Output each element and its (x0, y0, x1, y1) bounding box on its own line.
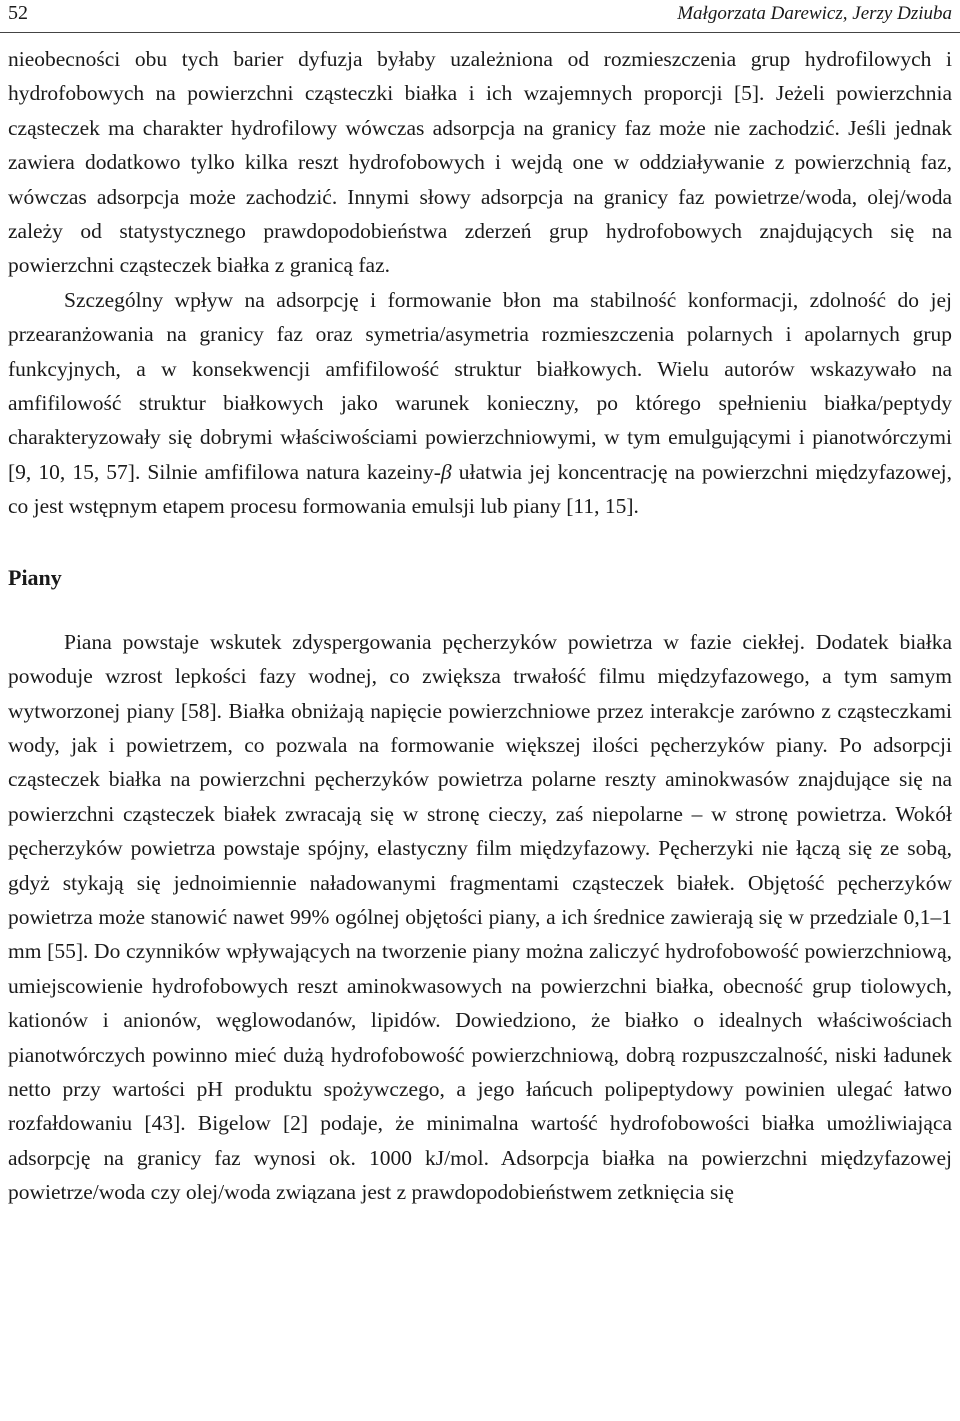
paragraph-amphiphilicity (8, 283, 952, 524)
header-rule (0, 32, 960, 33)
running-head-authors: Małgorzata Darewicz, Jerzy Dziuba (677, 3, 952, 24)
paragraph-continued: nieobecności obu tych barier dyfuzja byłaby uzależniona od rozmieszczenia grup hydrofilowych i hydrofobowych na powierzchni cząsteczki białka i ich wzajemnych proporcji [5]. Jeżeli powierzchnia cząsteczek ma charakter hydrofilowy wówczas adsorpcja na granicy faz może nie zachodzić. Jeśli jednak zawiera dodatkowo tylko kilka reszt hydrofobowych i wejdą one w oddziaływanie z powierzchnią faz, wówczas adsorpcja może zachodzić. Innymi słowy adsorpcja na granicy faz powietrze/woda, olej/woda zależy od statystycznego prawdopodobieństwa zderzeń grup hydrofobowych znajdujących się na powierzchni cząsteczek białka z granicą faz. (8, 47, 952, 278)
page-header (0, 0, 960, 32)
paragraph-foams: Piana powstaje wskutek zdyspergowania pęcherzyków powietrza w fazie ciekłej. Dodatek białka powoduje wzrost lepkości fazy wodnej, co zwiększa trwałość filmu międzyfazowego, a tym samym wytworzonej piany [58]. Białka obniżają napięcie powierzchniowe przez interakcje zarówno z cząsteczkami wody, jak i powietrzem, co pozwala na formowanie większej ilości pęcherzyków piany. Po adsorpcji cząsteczek białka na powierzchni pęcherzyków powietrza polarne reszty aminokwasów znajdujące się na powierzchni cząsteczek białek zwracają się w stronę cieczy, zaś niepolarne – w stronę powietrza. Wokół pęcherzyków powietrza powstaje spójny, elastyczny film międzyfazowy. Pęcherzyki nie łączą się ze sobą, gdyż stykają się jednoimiennie naładowanymi fragmentami cząsteczek białek. Objętość pęcherzyków powietrza może stanowić nawet 99% ogólnej objętości piany, a ich średnice zawierają się w przedziale 0,1–1 mm [55]. Do czynników wpływających na tworzenie piany można zaliczyć hydrofobowość powierzchniową, umiejscowienie hydrofobowych reszt aminokwasowych na powierzchni białka, obecność grup tiolowych, kationów i anionów, węglowodanów, lipidów. Dowiedziono, że białko o idealnych właściwościach pianotwórczych powinno mieć dużą hydrofobowość powierzchniową, dobrą rozpuszczalność, niski ładunek netto przy wartości pH produktu spożywczego, a jego łańcuch polipeptydowy powinien ulegać łatwo rozfałdowaniu [43]. Bigelow [2] podaje, że minimalna wartość hydrofobowości białka umożliwiająca adsorpcję na granicy faz wynosi ok. 1000 kJ/mol. Adsorpcja białka na powierzchni międzyfazowej powietrze/woda czy olej/woda związana jest z prawdopodobieństwem zetknięcia się (8, 629, 952, 1205)
paragraph-amphiphilicity-text: Szczególny wpływ na adsorpcję i formowanie błon ma stabilność konformacji, zdolność do jej przearanżowania na granicy faz oraz symetria/asymetria rozmieszczenia polarnych i apolarnych grup funkcyjnych, a w konsekwencji amfifilowość struktur białkowych. Wielu autorów wskazywało na amfifilowość struktur białkowych jako warunek konieczny, po którego spełnieniu białka/peptydy charakteryzowały się dobrymi właściwościami powierzchniowymi, w tym emulgującymi i pianotwórczymi [9, 10, 15, 57]. Silnie amfifilowa natura kazeiny- (8, 287, 952, 484)
paragraph-amphiphilicity-tail: ułatwia jej koncentrację na powierzchni międzyfazowej, co jest wstępnym etapem procesu formowania emulsji lub piany [11, 15]. (8, 459, 953, 519)
beta-symbol: β (440, 459, 452, 484)
body-text (8, 42, 952, 1210)
section-heading-piany: Piany (8, 564, 62, 590)
page-number: 52 (8, 2, 28, 24)
